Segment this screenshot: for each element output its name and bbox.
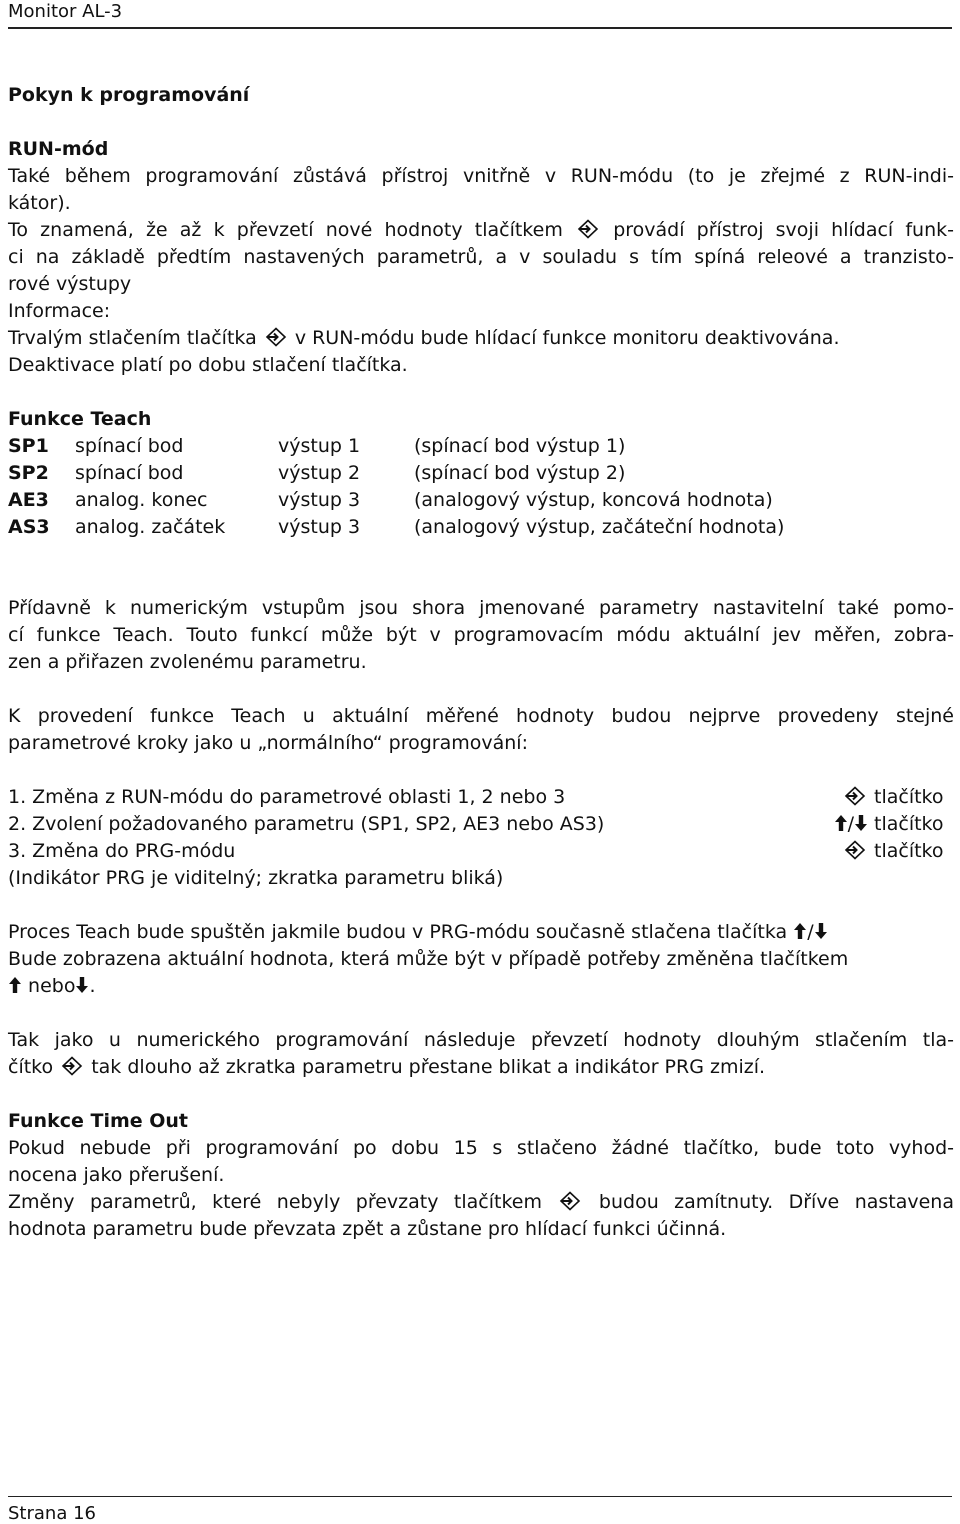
arrow-down-icon [75, 976, 89, 994]
run-mode-text: To znamená, že až k převzetí nové hodnoty tlačítkem [8, 219, 563, 241]
section-heading-programming: Pokyn k programování [8, 84, 250, 106]
table-row [8, 433, 954, 460]
param-desc: (analogový výstup, koncová hodnota) [414, 489, 773, 511]
teach-accept-line [8, 1054, 954, 1081]
info-text: v RUN-módu bude hlídací funkce monitoru deaktivována. [294, 327, 840, 349]
enter-key-icon [577, 219, 599, 239]
timeout-text: budou zamítnuty. Dříve nastavena [598, 1191, 954, 1213]
section-heading-timeout: Funkce Time Out [8, 1110, 189, 1132]
steps-note: (Indikátor PRG je viditelný; zkratka parametru bliká) [8, 867, 504, 889]
param-name: spínací bod [75, 462, 184, 484]
document-title: Monitor AL-3 [8, 1, 123, 22]
accept-text: tak dlouho až zkratka parametru přestane blikat a indikátor PRG zmizí. [91, 1056, 766, 1078]
timeout-line: Pokud nebude při programování po dobu 15 s stlačeno žádné tlačítko, bude toto vyhod- [8, 1137, 954, 1159]
teach-accept-line: Tak jako u numerického programování následuje převzetí hodnoty dlouhým stlačením tla- [8, 1029, 954, 1051]
arrow-up-icon [8, 976, 22, 994]
param-code: AS3 [8, 516, 50, 538]
teach-process-line [8, 919, 954, 946]
param-output: výstup 2 [278, 462, 361, 484]
step-label: tlačítko [874, 813, 944, 835]
run-mode-line: rové výstupy [8, 273, 132, 295]
param-name: analog. konec [75, 489, 208, 511]
section-heading-teach: Funkce Teach [8, 408, 152, 430]
table-row [8, 487, 954, 514]
accept-text: čítko [8, 1056, 54, 1078]
run-mode-line: Také během programování zůstává přístroj vnitřně v RUN-módu (to je zřejmé z RUN-indi- [8, 165, 954, 187]
param-desc: (analogový výstup, začáteční hodnota) [414, 516, 785, 538]
info-line: Deaktivace platí po dobu stlačení tlačítka. [8, 354, 408, 376]
arrow-up-icon [793, 922, 807, 940]
timeout-line: nocena jako přerušení. [8, 1164, 225, 1186]
process-text: . [89, 975, 96, 997]
step-row [8, 811, 954, 838]
step-text: 2. Zvolení požadovaného parametru (SP1, SP2, AE3 nebo AS3) [8, 813, 605, 835]
enter-key-icon [559, 1191, 581, 1211]
enter-key-icon [844, 786, 866, 806]
page-header [8, 0, 952, 29]
run-mode-text: provádí přístroj svoji hlídací funk- [613, 219, 955, 241]
teach-paragraph-line: cí funkce Teach. Touto funkcí může být v programovacím módu aktuální jev měřen, zobra- [8, 624, 954, 646]
key-separator: / [807, 921, 814, 943]
step-label: tlačítko [874, 840, 944, 862]
info-text: Trvalým stlačením tlačítka [8, 327, 257, 349]
param-name: analog. začátek [75, 516, 226, 538]
param-desc: (spínací bod výstup 1) [414, 435, 626, 457]
page-footer [8, 1496, 952, 1524]
arrow-down-icon [854, 814, 868, 832]
timeout-text: Změny parametrů, které nebyly převzaty tlačítkem [8, 1191, 542, 1213]
parameter-table [8, 433, 954, 541]
table-row [8, 514, 954, 541]
step-key [798, 784, 874, 811]
step-row [8, 838, 954, 865]
param-name: spínací bod [75, 435, 184, 457]
info-label: Informace: [8, 300, 111, 322]
step-key [798, 838, 874, 865]
teach-paragraph-line: Přídavně k numerickým vstupům jsou shora jmenované parametry nastavitelní také pomo- [8, 597, 954, 619]
run-mode-heading: RUN-mód [8, 138, 109, 160]
enter-key-icon [265, 327, 287, 347]
enter-key-icon [61, 1056, 83, 1076]
param-output: výstup 1 [278, 435, 361, 457]
param-desc: (spínací bod výstup 2) [414, 462, 626, 484]
run-mode-line: kátor). [8, 192, 71, 214]
param-code: SP2 [8, 462, 49, 484]
process-text: nebo [28, 975, 76, 997]
param-output: výstup 3 [278, 516, 361, 538]
teach-paragraph-line: parametrové kroky jako u „normálního“ programování: [8, 732, 528, 754]
step-key [798, 811, 874, 838]
teach-process-line: Bude zobrazena aktuální hodnota, která může být v případě potřeby změněna tlačítkem [8, 948, 849, 970]
page-number: Strana 16 [8, 1503, 96, 1524]
page-content [8, 82, 954, 1243]
step-label: tlačítko [874, 786, 944, 808]
arrow-up-icon [834, 814, 848, 832]
teach-paragraph-line: K provedení funkce Teach u aktuální měřené hodnoty budou nejprve provedeny stejné [8, 705, 954, 727]
arrow-down-icon [814, 922, 828, 940]
step-text: 3. Změna do PRG-módu [8, 840, 236, 862]
teach-process-line [8, 973, 954, 1000]
teach-paragraph-line: zen a přiřazen zvolenému parametru. [8, 651, 367, 673]
table-row [8, 460, 954, 487]
step-text: 1. Změna z RUN-módu do parametrové oblasti 1, 2 nebo 3 [8, 786, 566, 808]
timeout-line: hodnota parametru bude převzata zpět a zůstane pro hlídací funkci účinná. [8, 1218, 727, 1240]
timeout-line [8, 1189, 954, 1216]
step-row [8, 784, 954, 811]
run-mode-line [8, 217, 954, 244]
run-mode-line: ci na základě předtím nastavených parametrů, a v souladu s tím spíná releové a tranzisto- [8, 246, 954, 268]
param-code: AE3 [8, 489, 49, 511]
param-output: výstup 3 [278, 489, 361, 511]
teach-steps [8, 784, 954, 892]
process-text: Proces Teach bude spuštěn jakmile budou v PRG-módu současně stlačena tlačítka [8, 921, 788, 943]
param-code: SP1 [8, 435, 49, 457]
key-separator: / [847, 813, 854, 835]
info-line [8, 325, 954, 352]
enter-key-icon [844, 840, 866, 860]
